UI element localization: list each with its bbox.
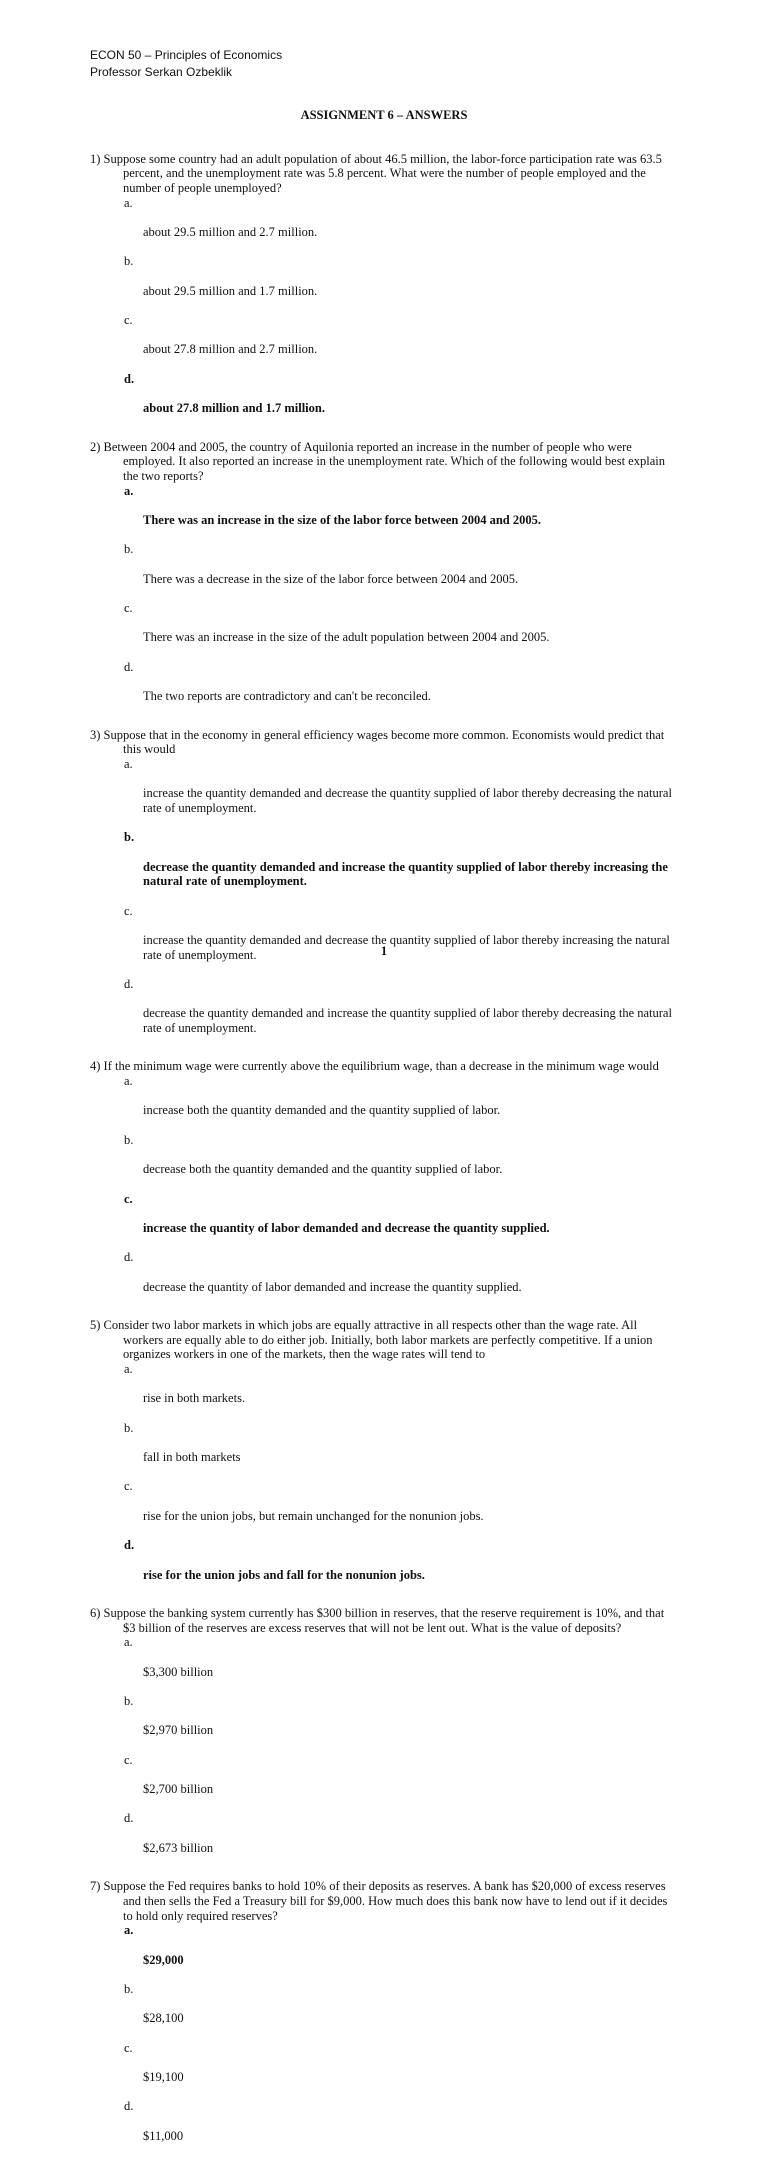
option-b [124, 254, 743, 313]
option-text: There was a decrease in the size of the labor force between 2004 and 2005. [143, 571, 519, 586]
option-text: There was an increase in the size of the adult population between 2004 and 2005. [143, 630, 550, 645]
option-c [124, 1753, 743, 1812]
question-text: 5) Consider two labor markets in which jobs are equally attractive in all respects other than the wage rate. All workers are equally able to do either job. Initially, both labor markets are perfectly competitive. If a union organizes workers in one of the markets, then the wage rates will tend to [90, 1318, 653, 1362]
option-letter: a. [124, 756, 133, 771]
option-text: decrease the quantity demanded and increase the quantity supplied of labor thereby increasing the natural rate of unemployment. [143, 859, 668, 889]
option-text: fall in both markets [143, 1450, 241, 1465]
option-letter: b. [124, 830, 135, 845]
page-number: 1 [380, 943, 388, 958]
option-text: $28,100 [143, 2011, 184, 2026]
option-text: about 29.5 million and 1.7 million. [143, 283, 318, 298]
option-letter: b. [124, 1694, 134, 1709]
option-d [124, 1811, 743, 1870]
option-d [124, 372, 743, 431]
question-7 [0, 1879, 768, 2158]
option-letter: d. [124, 2099, 134, 2114]
option-letter: b. [124, 1982, 134, 1997]
option-letter: c. [124, 600, 133, 615]
option-c [124, 601, 743, 660]
option-text: $11,000 [143, 2128, 184, 2143]
option-letter: a. [124, 1635, 133, 1650]
question-text: 4) If the minimum wage were currently above the equilibrium wage, than a decrease in the minimum wage would [90, 1059, 659, 1074]
option-text: $2,673 billion [143, 1840, 214, 1855]
option-letter: d. [124, 1250, 134, 1265]
option-text: increase both the quantity demanded and the quantity supplied of labor. [143, 1103, 501, 1118]
option-text: $29,000 [143, 1952, 184, 1967]
option-a [124, 1362, 743, 1421]
page-title: ASSIGNMENT 6 – ANSWERS [300, 107, 468, 122]
option-b [124, 542, 743, 601]
option-text: rise in both markets. [143, 1391, 246, 1406]
option-letter: c. [124, 1479, 133, 1494]
option-letter: a. [124, 195, 133, 210]
option-letter: c. [124, 903, 133, 918]
option-letter: c. [124, 312, 133, 327]
option-d [124, 660, 743, 719]
option-c [124, 1192, 743, 1251]
option-d [124, 2099, 743, 2158]
option-b [124, 830, 743, 903]
question-text: 7) Suppose the Fed requires banks to hold 10% of their deposits as reserves. A bank has $20,000 of excess reserves and then sells the Fed a Treasury bill for $9,000. How much does this bank now have to lend out if it decides to hold only required reserves? [90, 1879, 668, 1923]
option-text: $2,700 billion [143, 1782, 214, 1797]
question-1 [0, 152, 768, 431]
option-d [124, 977, 743, 1050]
option-b [124, 1133, 743, 1192]
course-title: ECON 50 – Principles of Economics [90, 48, 283, 62]
option-letter: b. [124, 1132, 134, 1147]
question-4 [0, 1059, 768, 1308]
option-a [124, 484, 743, 543]
question-list [0, 152, 768, 2167]
option-c [124, 313, 743, 372]
option-b [124, 1421, 743, 1480]
professor-name: Professor Serkan Ozbeklik [90, 65, 233, 79]
option-text: increase the quantity of labor demanded and decrease the quantity supplied. [143, 1220, 550, 1235]
option-b [124, 1982, 743, 2041]
question-3 [0, 728, 768, 1051]
option-letter: d. [124, 1811, 134, 1826]
option-letter: a. [124, 1362, 133, 1377]
option-a [124, 757, 743, 830]
option-text: decrease the quantity of labor demanded and increase the quantity supplied. [143, 1279, 522, 1294]
document-header [90, 47, 282, 81]
option-c [124, 1479, 743, 1538]
option-letter: d. [124, 976, 134, 991]
option-text: rise for the union jobs and fall for the nonunion jobs. [143, 1567, 425, 1582]
option-d [124, 1538, 743, 1597]
option-text: decrease the quantity demanded and increase the quantity supplied of labor thereby decreasing the natural rate of unemployment. [143, 1006, 672, 1035]
option-text: about 29.5 million and 2.7 million. [143, 224, 318, 239]
option-letter: b. [124, 1420, 134, 1435]
question-2 [0, 440, 768, 719]
option-letter: c. [124, 1752, 133, 1767]
option-c [124, 904, 743, 977]
option-text: rise for the union jobs, but remain unchanged for the nonunion jobs. [143, 1508, 484, 1523]
option-text: increase the quantity demanded and decrease the quantity supplied of labor thereby increasing the natural rate of unemployment. [143, 932, 670, 962]
option-letter: d. [124, 1538, 135, 1553]
option-text: $3,300 billion [143, 1664, 214, 1679]
option-letter: d. [124, 659, 134, 674]
option-text: increase the quantity demanded and decrease the quantity supplied of labor thereby decreasing the natural rate of unemployment. [143, 786, 672, 815]
option-b [124, 1694, 743, 1753]
option-letter: a. [124, 1074, 133, 1089]
option-a [124, 1074, 743, 1133]
option-letter: b. [124, 254, 134, 269]
option-text: $19,100 [143, 2070, 184, 2085]
option-d [124, 1250, 743, 1309]
option-text: about 27.8 million and 2.7 million. [143, 342, 318, 357]
option-text: $2,970 billion [143, 1723, 214, 1738]
option-letter: a. [124, 1923, 134, 1938]
option-letter: b. [124, 542, 134, 557]
option-letter: d. [124, 371, 135, 386]
question-text: 3) Suppose that in the economy in general efficiency wages become more common. Economists would predict that this would [90, 727, 665, 757]
question-text: 1) Suppose some country had an adult population of about 46.5 million, the labor-force participation rate was 63.5 percent, and the unemployment rate was 5.8 percent. What were the number of people employed and the number of people unemployed? [90, 151, 662, 195]
option-c [124, 2041, 743, 2100]
option-letter: c. [124, 2040, 133, 2055]
option-text: There was an increase in the size of the labor force between 2004 and 2005. [143, 512, 541, 527]
question-text: 6) Suppose the banking system currently has $300 billion in reserves, that the reserve requirement is 10%, and that $3 billion of the reserves are excess reserves that will not be lent out. What is the value of deposits? [90, 1606, 665, 1635]
option-text: decrease both the quantity demanded and the quantity supplied of labor. [143, 1162, 503, 1177]
option-letter: a. [124, 483, 134, 498]
option-a [124, 196, 743, 255]
option-letter: c. [124, 1191, 133, 1206]
question-5 [0, 1318, 768, 1597]
option-text: The two reports are contradictory and can't be reconciled. [143, 688, 431, 703]
option-text: about 27.8 million and 1.7 million. [143, 401, 325, 416]
option-a [124, 1635, 743, 1694]
question-6 [0, 1606, 768, 1870]
option-a [124, 1923, 743, 1982]
question-text: 2) Between 2004 and 2005, the country of Aquilonia reported an increase in the number of people who were employed. It also reported an increase in the unemployment rate. Which of the following would best explain the two reports? [90, 439, 665, 483]
